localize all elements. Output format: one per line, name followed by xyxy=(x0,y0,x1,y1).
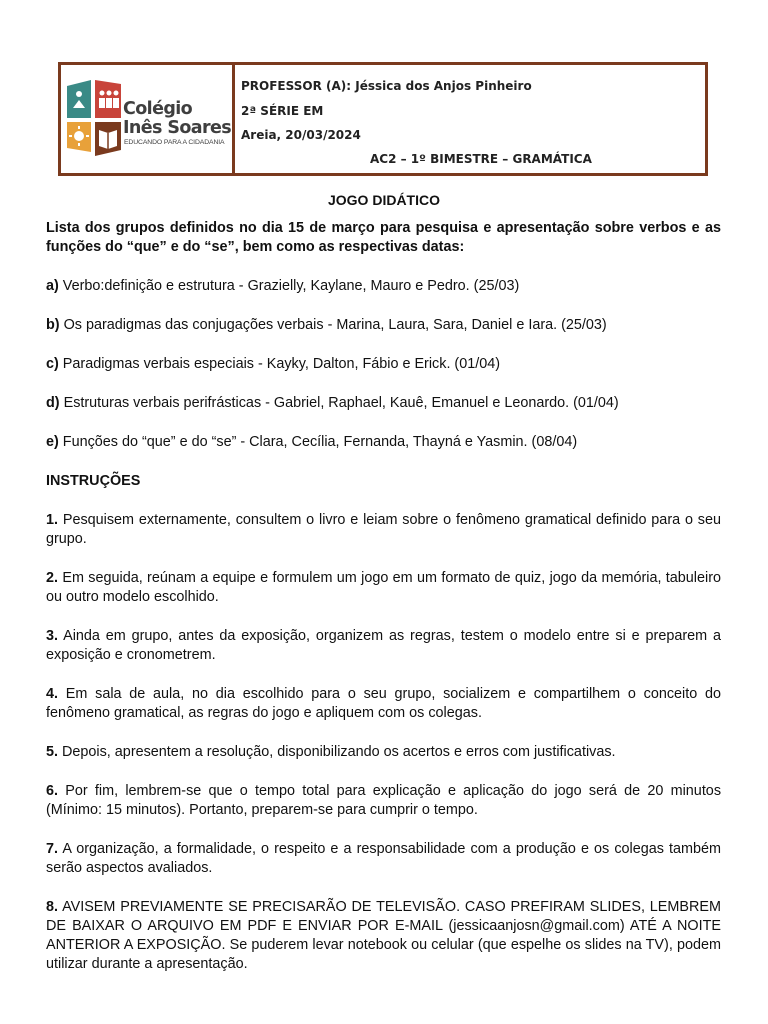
instruction-item xyxy=(46,898,721,974)
instruction-item xyxy=(46,743,721,762)
document-body xyxy=(46,219,721,974)
instruction-text: AVISEM PREVIAMENTE SE PRECISARÃO DE TELEVISÃO. CASO PREFIRAM SLIDES, LEMBREM DE BAIXAR O ARQUIVO EM PDF E ENVIAR POR E-MAIL (jessicaanjosn@gmail.com) ATÉ A NOITE ANTERIOR A EXPOSIÇÃO. Se puderem levar notebook ou celular (que espelhe os slides na TV), podem utilizar durante a apresentação. xyxy=(46,899,721,972)
instruction-text: A organização, a formalidade, o respeito e a responsabilidade com a produção e os colegas também serão aspectos avaliados. xyxy=(46,841,721,876)
group-letter: b) xyxy=(46,317,60,333)
instruction-number: 7. xyxy=(46,841,59,857)
instruction-text: Pesquisem externamente, consultem o livro e leiam sobre o fenômeno gramatical definido para o seu grupo. xyxy=(46,512,721,547)
instruction-number: 5. xyxy=(46,744,59,760)
instruction-item xyxy=(46,569,721,607)
group-letter: c) xyxy=(46,356,59,372)
instruction-text: Ainda em grupo, antes da exposição, organizem as regras, testem o modelo entre si e preparem a exposição e cronometrem. xyxy=(46,628,721,663)
professor-line: PROFESSOR (A): Jéssica dos Anjos Pinheiro xyxy=(241,79,532,93)
instruction-number: 1. xyxy=(46,512,59,528)
instruction-item xyxy=(46,782,721,820)
group-letter: d) xyxy=(46,395,60,411)
group-item xyxy=(46,277,721,296)
instruction-item xyxy=(46,627,721,665)
group-item xyxy=(46,433,721,452)
group-letter: a) xyxy=(46,278,59,294)
group-text: Paradigmas verbais especiais - Kayky, Dalton, Fábio e Erick. (01/04) xyxy=(62,356,501,372)
instruction-number: 2. xyxy=(46,570,59,586)
document-title: JOGO DIDÁTICO xyxy=(327,192,440,208)
logo-school-name xyxy=(123,100,231,138)
instructions-heading: INSTRUÇÕES xyxy=(46,473,141,489)
header-info xyxy=(235,65,705,173)
instruction-number: 6. xyxy=(46,783,59,799)
header-box xyxy=(58,62,708,176)
instruction-number: 8. xyxy=(46,899,59,915)
group-item xyxy=(46,394,721,413)
instruction-text: Por fim, lembrem-se que o tempo total para explicação e aplicação do jogo será de 20 minutos (Mínimo: 15 minutos). Portanto, preparem-se para cumprir o tempo. xyxy=(46,783,722,818)
logo-name-line1: Colégio xyxy=(123,99,193,119)
instruction-text: Em seguida, reúnam a equipe e formulem um jogo em um formato de quiz, jogo da memória, tabuleiro ou outro modelo escolhido. xyxy=(46,570,722,605)
group-letter: e) xyxy=(46,434,59,450)
group-text: Os paradigmas das conjugações verbais - Marina, Laura, Sara, Daniel e Iara. (25/03) xyxy=(63,317,607,333)
group-text: Funções do “que” e do “se” - Clara, Cecília, Fernanda, Thayná e Yasmin. (08/04) xyxy=(62,434,578,450)
instruction-item xyxy=(46,511,721,549)
group-item xyxy=(46,355,721,374)
instruction-item xyxy=(46,685,721,723)
logo-name-line2: Inês Soares xyxy=(123,118,232,138)
group-text: Verbo:definição e estrutura - Grazielly, Kaylane, Mauro e Pedro. (25/03) xyxy=(62,278,520,294)
instruction-number: 4. xyxy=(46,686,59,702)
instruction-text: Depois, apresentem a resolução, disponibilizando os acertos e erros com justificativas. xyxy=(62,744,616,760)
instruction-number: 3. xyxy=(46,628,59,644)
serie-line: 2ª SÉRIE EM xyxy=(241,104,324,118)
place-date-line: Areia, 20/03/2024 xyxy=(241,128,361,142)
group-item xyxy=(46,316,721,335)
assessment-line: AC2 – 1º BIMESTRE – GRAMÁTICA xyxy=(370,152,592,166)
group-text: Estruturas verbais perifrásticas - Gabriel, Raphael, Kauê, Emanuel e Leonardo. (01/04) xyxy=(63,395,619,411)
intro-paragraph: Lista dos grupos definidos no dia 15 de março para pesquisa e apresentação sobre verbos e as funções do “que” e do “se”, bem como as respectivas datas: xyxy=(46,220,721,255)
school-logo xyxy=(61,65,235,173)
instruction-item xyxy=(46,840,721,878)
logo-tagline: EDUCANDO PARA A CIDADANIA xyxy=(124,139,225,146)
logo-emblem-icon xyxy=(65,78,123,158)
instruction-text: Em sala de aula, no dia escolhido para o seu grupo, socializem e compartilhem o conceito do fenômeno gramatical, as regras do jogo e apliquem com os colegas. xyxy=(46,686,722,721)
